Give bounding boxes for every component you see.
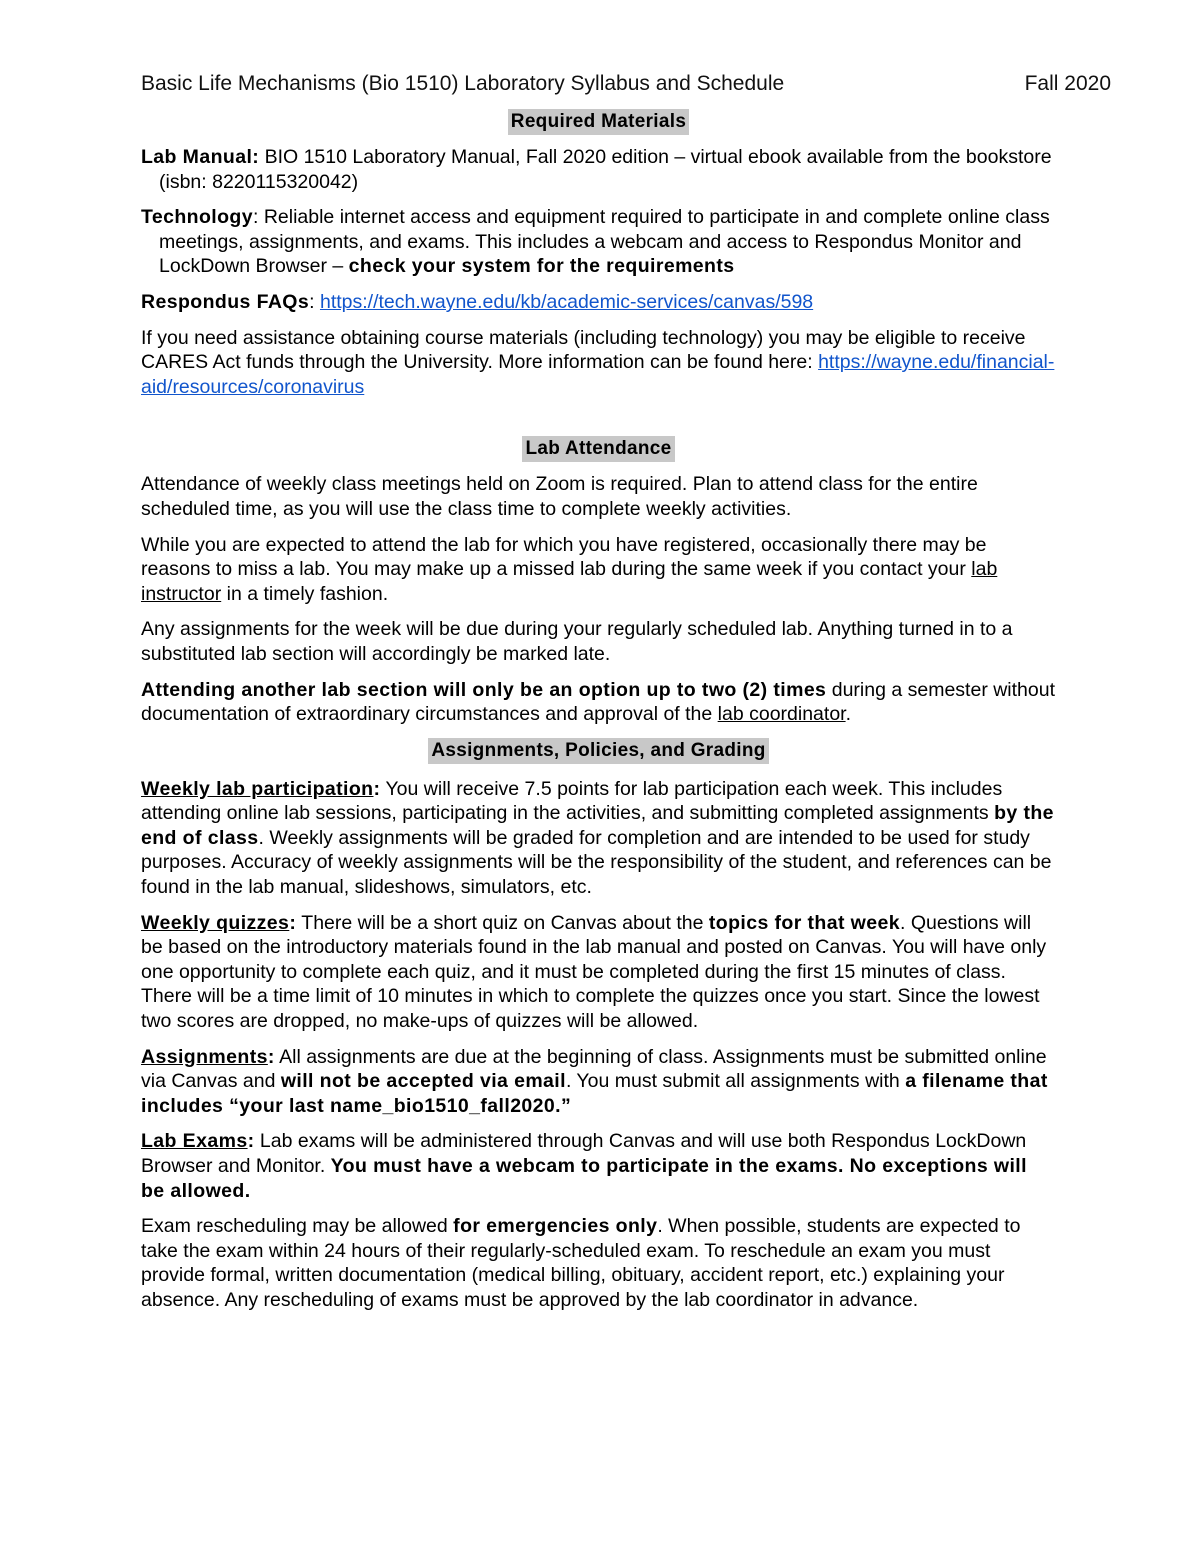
assistance-paragraph: [141, 326, 1056, 400]
technology-text: : Reliable internet access and equipment required to participate in and complete online class meetings, assignments, and exams. This includes a webcam and access to Respondus Monitor and LockDown Browser –: [159, 206, 1050, 278]
exams-webcam-required: You must have a webcam to participate in the exams. No exceptions will be allowed.: [141, 1155, 1027, 1202]
participation-deadline: by the end of class: [141, 802, 1054, 849]
exams-paragraph: [141, 1129, 1056, 1203]
participation-colon: :: [373, 777, 381, 800]
assignments-paragraph: [141, 1045, 1056, 1119]
assignments-heading: Assignments, Policies, and Grading: [428, 738, 768, 764]
quizzes-label: Weekly quizzes: [141, 911, 290, 934]
technology-paragraph: [141, 205, 1056, 279]
assignments-section: [141, 738, 1056, 764]
participation-paragraph: [141, 777, 1056, 900]
attendance-limit-bold: Attending another lab section will only be an option up to two (2) times: [141, 678, 827, 701]
quizzes-text-end: . Questions will be based on the introductory materials found in the lab manual and posted on Canvas. You will have only one opportunity to complete each quiz, and it must be completed during the first 15 minutes of class. There will be a time limit of 10 minutes in which to complete the quizzes once you start. Since the lowest two scores are dropped, no make-ups of quizzes will be allowed.: [141, 911, 1047, 1033]
rescheduling-text: Exam rescheduling may be allowed: [141, 1215, 454, 1238]
lab-attendance-heading: Lab Attendance: [522, 436, 674, 462]
assignments-no-email: will not be accepted via email: [280, 1070, 566, 1093]
respondus-colon: :: [309, 290, 320, 313]
attendance-p2-end: in a timely fashion.: [221, 582, 389, 605]
assignments-text-mid: . You must submit all assignments with: [565, 1070, 906, 1093]
attendance-paragraph-1: Attendance of weekly class meetings held on Zoom is required. Plan to attend class for the entire scheduled time, as you will use the class time to complete weekly activities.: [141, 473, 978, 520]
attendance-p4-end: .: [845, 703, 851, 726]
lab-manual-paragraph: [141, 145, 1056, 194]
exams-label: Lab Exams: [141, 1130, 248, 1153]
assignments-label: Assignments: [141, 1045, 268, 1068]
assignments-text: All assignments are due at the beginning of class. Assignments must be submitted online via Canvas and: [141, 1045, 1047, 1093]
attendance-paragraph-4: [141, 678, 1056, 727]
required-materials-section: [141, 109, 1056, 135]
required-materials-heading: Required Materials: [508, 109, 689, 135]
quizzes-paragraph: [141, 911, 1056, 1034]
coronavirus-resources-link[interactable]: https://wayne.edu/financial-aid/resources/coronavirus: [141, 351, 1055, 398]
technology-label: Technology: [141, 206, 253, 229]
lab-attendance-section: [141, 436, 1056, 462]
respondus-paragraph: [141, 290, 1056, 315]
lab-manual-text: BIO 1510 Laboratory Manual, Fall 2020 edition – virtual ebook available from the bookstore (isbn: 8220115320042): [159, 146, 1052, 193]
lab-manual-label: Lab Manual:: [141, 146, 260, 168]
lab-instructor-link[interactable]: lab instructor: [141, 558, 998, 605]
rescheduling-emergencies: for emergencies only: [453, 1215, 658, 1238]
technology-requirements: check your system for the requirements: [348, 255, 735, 278]
quizzes-text: There will be a short quiz on Canvas about the: [296, 911, 709, 934]
respondus-faq-link[interactable]: https://tech.wayne.edu/kb/academic-services/canvas/598: [319, 290, 814, 313]
respondus-label: Respondus FAQs: [141, 290, 310, 313]
exams-colon: :: [247, 1130, 255, 1153]
document-term: Fall 2020: [1024, 72, 1111, 95]
participation-label: Weekly lab participation: [141, 777, 374, 800]
assignments-colon: :: [267, 1045, 275, 1068]
attendance-paragraph-3: Any assignments for the week will be due during your regularly scheduled lab. Anything turned in to a substituted lab section will accordingly be marked late.: [141, 618, 1013, 665]
document-title: Basic Life Mechanisms (Bio 1510) Laboratory Syllabus and Schedule: [141, 72, 785, 95]
document-body: [141, 70, 1056, 1313]
attendance-p2-text: While you are expected to attend the lab for which you have registered, occasionally there may be reasons to miss a lab. You may make up a missed lab during the same week if you contact your: [141, 533, 987, 581]
assistance-text: If you need assistance obtaining course materials (including technology) you may be eligible to receive CARES Act funds through the University. More information can be found here:: [141, 326, 1026, 374]
participation-text-end: . Weekly assignments will be graded for completion and are intended to be used for study purposes. Accuracy of weekly assignments will be the responsibility of the student, and references can be found in the lab manual, slideshows, simulators, etc.: [141, 826, 1052, 899]
rescheduling-text-end: . When possible, students are expected to take the exam within 24 hours of their regularly-scheduled exam. To reschedule an exam you must provide formal, written documentation (medical billing, obituary, accident report, etc.) explaining your absence. Any rescheduling of exams must be approved by the lab coordinator in advance.: [141, 1215, 1021, 1311]
quizzes-topics: topics for that week: [708, 911, 900, 934]
rescheduling-paragraph: [141, 1214, 1056, 1312]
assignments-filename: a filename that includes “your last name_bio1510_fall2020.”: [141, 1070, 1048, 1117]
participation-text: You will receive 7.5 points for lab participation each week. This includes attending online lab sessions, participating in the activities, and submitting completed assignments: [141, 777, 1003, 825]
attendance-p4-text: during a semester without documentation of extraordinary circumstances and approval of the: [141, 678, 1056, 726]
lab-coordinator-link[interactable]: lab coordinator: [717, 703, 846, 726]
quizzes-colon: :: [289, 911, 297, 934]
attendance-paragraph-2: [141, 533, 1056, 607]
exams-text: Lab exams will be administered through Canvas and will use both Respondus LockDown Browser and Monitor.: [141, 1130, 1027, 1177]
